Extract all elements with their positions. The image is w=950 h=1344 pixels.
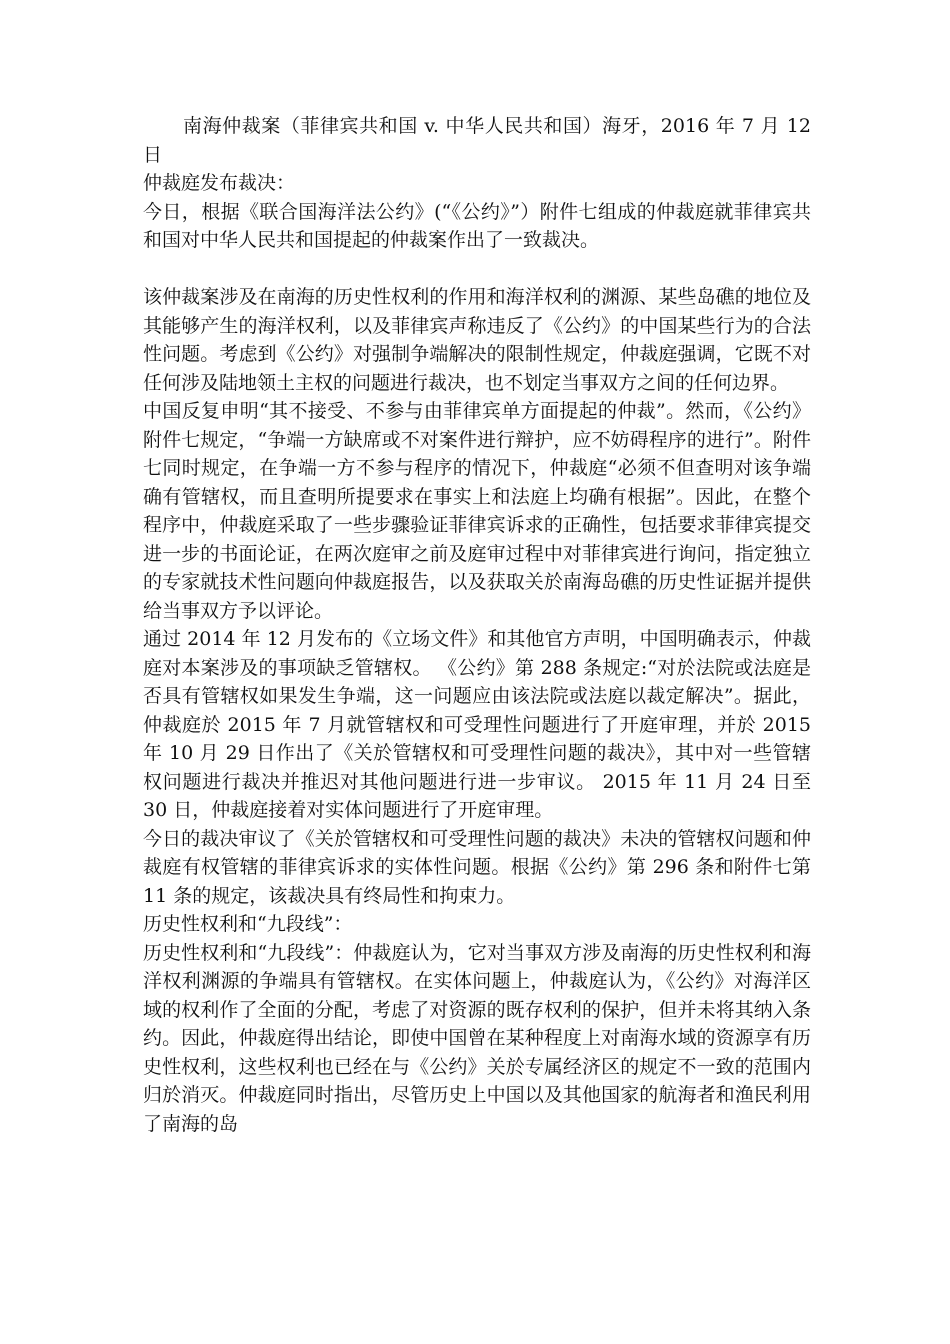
paragraph-scope: 该仲裁案涉及在南海的历史性权利的作用和海洋权利的渊源、某些岛礁的地位及其能够产生的海洋权利，以及菲律宾声称违反了《公约》的中国某些行为的合法性问题。考虑到《公约》对强制争端解决的限制性规定，仲裁庭强调，它既不对任何涉及陆地领土主权的问题进行裁决，也不划定当事双方之间的任何边界。 bbox=[143, 286, 811, 394]
paragraph-jurisdiction: 通过 2014 年 12 月发布的《立场文件》和其他官方声明，中国明确表示，仲裁庭对本案涉及的事项缺乏管辖权。 《公约》第 288 条规定:“对於法院或法庭是否具有管辖权如果发生争端，这一问题应由该法院或法庭以裁定解决”。据此，仲裁庭於 2015 年 7 月就管辖权和可受理性问题进行了开庭审理，并於 2015 年 10 月 29 日作出了《关於管辖权和可受理性问题的裁决》，其中对一些管辖权问题进行裁决并推迟对其他问题进行进一步审议。 2015 年 11 月 24 日至 30 日，仲裁庭接着对实体问题进行了开庭审理。 bbox=[143, 628, 811, 821]
paragraph-intro: 今日，根据《联合国海洋法公约》(“《公约》”）附件七组成的仲裁庭就菲律宾共和国对中华人民共和国提起的仲裁案作出了一致裁决。 bbox=[143, 200, 811, 251]
section-heading-tribunal-award: 仲裁庭发布裁决： bbox=[143, 172, 296, 194]
blank-line bbox=[143, 255, 811, 284]
paragraph-historic-rights: 历史性权利和“九段线”：仲裁庭认为，它对当事双方涉及南海的历史性权利和海洋权利渊源的争端具有管辖权。在实体问题上，仲裁庭认为，《公约》对海洋区域的权利作了全面的分配，考虑了对资源的既存权利的保护，但并未将其纳入条约。因此，仲裁庭得出结论，即使中国曾在某种程度上对南海水域的资源享有历史性权利，这些权利也已经在与《公约》关於专属经济区的规定不一致的范围内归於消灭。仲裁庭同时指出，尽管历史上中国以及其他国家的航海者和渔民利用了南海的岛 bbox=[143, 941, 811, 1135]
document-page bbox=[143, 112, 811, 1138]
paragraph-non-participation: 中国反复申明“其不接受、不参与由菲律宾单方面提起的仲裁”。然而，《公约》附件七规定，“争端一方缺席或不对案件进行辩护，应不妨碍程序的进行”。附件七同时规定，在争端一方不参与程序的情况下，仲裁庭“必须不但查明对该争端确有管辖权，而且查明所提要求在事实上和法庭上均确有根据”。因此，在整个程序中，仲裁庭采取了一些步骤验证菲律宾诉求的正确性，包括要求菲律宾提交进一步的书面论证，在两次庭审之前及庭审过程中对菲律宾进行询问，指定独立的专家就技术性问题向仲裁庭报告，以及获取关於南海岛礁的历史性证据并提供给当事双方予以评论。 bbox=[143, 400, 811, 622]
document-title: 南海仲裁案（菲律宾共和国 v. 中华人民共和国）海牙，2016 年 7 月 12 日 bbox=[143, 115, 811, 166]
paragraph-award-final: 今日的裁决审议了《关於管辖权和可受理性问题的裁决》未决的管辖权问题和仲裁庭有权管辖的菲律宾诉求的实体性问题。根据《公约》第 296 条和附件七第 11 条的规定，该裁决具有终局性和拘束力。 bbox=[143, 827, 811, 907]
section-heading-historic-rights: 历史性权利和“九段线”： bbox=[143, 913, 353, 935]
